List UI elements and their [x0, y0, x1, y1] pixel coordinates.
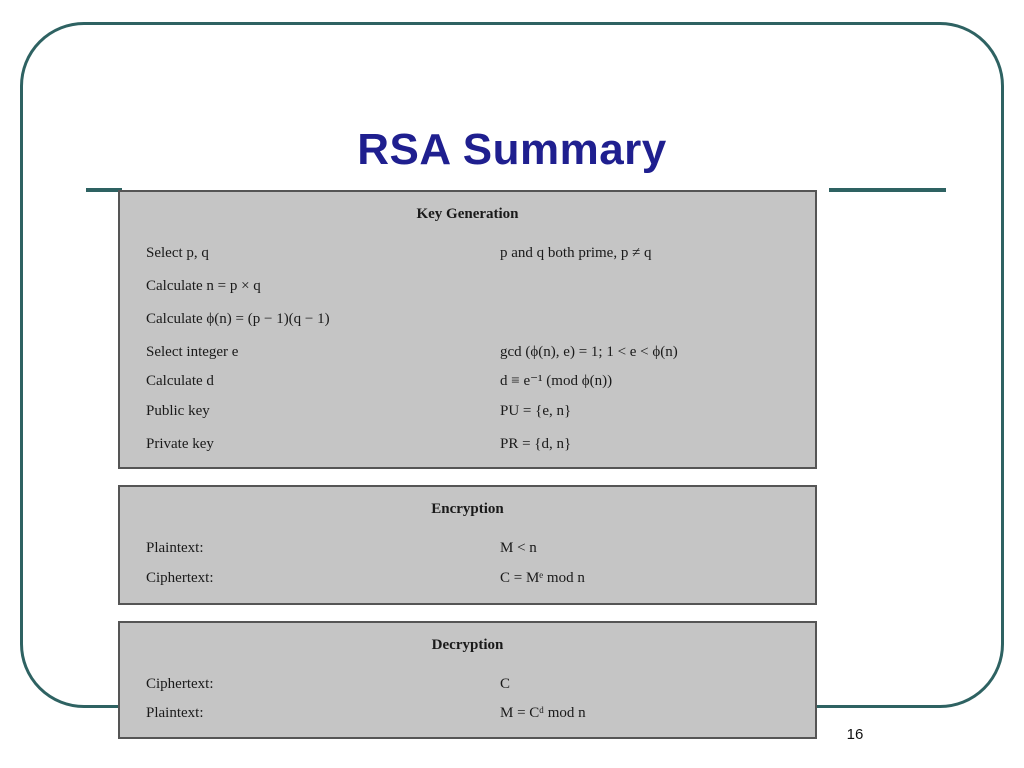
row-value: PR = {d, n} — [500, 436, 572, 452]
table-row — [146, 400, 806, 422]
row-value: PU = {e, n} — [500, 403, 572, 419]
row-label: Private key — [146, 436, 214, 452]
row-label: Calculate d — [146, 373, 214, 389]
table-row — [146, 242, 806, 264]
key-generation-heading: Key Generation — [416, 206, 519, 222]
row-label: Public key — [146, 403, 210, 419]
row-value: M = Cᵈ mod n — [500, 705, 586, 721]
row-label: Ciphertext: — [146, 570, 214, 586]
decryption-heading: Decryption — [431, 637, 504, 653]
table-row — [146, 433, 806, 455]
row-label: Calculate n = p × q — [146, 278, 261, 294]
table-row — [146, 370, 806, 392]
row-label: Select integer e — [146, 344, 239, 360]
table-row — [146, 702, 806, 724]
title-rule-right — [829, 188, 946, 192]
row-value: gcd (ϕ(n), e) = 1; 1 < e < ϕ(n) — [500, 344, 678, 360]
encryption-box — [118, 485, 817, 605]
table-row — [146, 673, 806, 695]
row-value: M < n — [500, 540, 537, 556]
row-label: Ciphertext: — [146, 676, 214, 692]
table-row — [146, 275, 806, 297]
table-row — [146, 567, 806, 589]
page-number: 16 — [846, 726, 864, 743]
table-row — [146, 308, 806, 330]
decryption-box — [118, 621, 817, 739]
row-value: C = Mᵉ mod n — [500, 570, 585, 586]
slide-title: RSA Summary — [357, 125, 667, 174]
row-label: Select p, q — [146, 245, 209, 261]
title-rule-left — [86, 188, 122, 192]
table-row — [146, 537, 806, 559]
row-label: Plaintext: — [146, 540, 204, 556]
table-row — [146, 341, 806, 363]
row-label: Calculate ϕ(n) = (p − 1)(q − 1) — [146, 311, 330, 327]
row-value: C — [500, 676, 511, 692]
row-label: Plaintext: — [146, 705, 204, 721]
row-value: d ≡ e⁻¹ (mod ϕ(n)) — [500, 373, 613, 389]
key-generation-box — [118, 190, 817, 469]
encryption-heading: Encryption — [431, 501, 504, 517]
row-value: p and q both prime, p ≠ q — [500, 245, 652, 261]
